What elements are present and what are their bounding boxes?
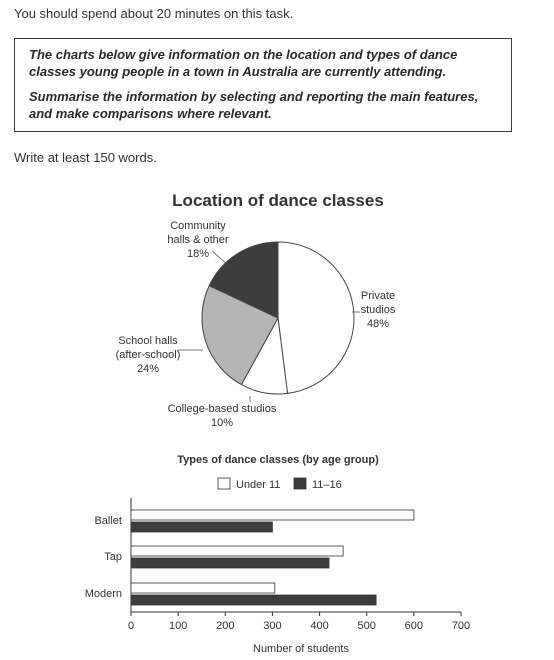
legend-label-11-16: 11–16 xyxy=(312,479,342,491)
x-tick-label-700: 700 xyxy=(451,620,471,632)
x-tick-label-300: 300 xyxy=(263,620,282,632)
bar-legend xyxy=(218,478,342,491)
pie-label-college-based-studios: College-based studios 10% xyxy=(167,403,277,429)
x-tick-label-200: 200 xyxy=(216,620,235,632)
pie-leader-community-halls xyxy=(212,251,228,265)
legend-swatch-under-11 xyxy=(218,478,230,489)
category-label-ballet: Ballet xyxy=(94,515,122,527)
bar-title: Types of dance classes (by age group) xyxy=(177,454,379,466)
pie-label-community-halls: Community halls & other 18% xyxy=(167,220,229,260)
pie-title: Location of dance classes xyxy=(172,191,384,210)
bar-ballet-11-16 xyxy=(131,522,272,532)
word-count-instruction: Write at least 150 words. xyxy=(14,150,157,165)
x-tick-label-0: 0 xyxy=(127,620,135,632)
bar-tap-under-11 xyxy=(131,546,343,556)
pie-label-private-studios: Private studios 48% xyxy=(360,290,396,330)
category-label-modern: Modern xyxy=(84,588,122,600)
x-tick-label-100: 100 xyxy=(168,620,188,632)
task-paragraph-2: Summarise the information by selecting and reporting the main features, and make comparisons where relevant. xyxy=(29,89,479,121)
legend-label-under-11: Under 11 xyxy=(236,479,281,491)
pie-chart xyxy=(116,220,396,429)
x-tick-label-600: 600 xyxy=(404,620,424,632)
x-tick-label-500: 500 xyxy=(357,620,376,632)
bar-modern-11-16 xyxy=(131,595,376,605)
legend-swatch-11-16 xyxy=(294,478,306,489)
bar-ballet-under-11 xyxy=(131,510,414,520)
pie-label-school-halls: School halls (after-school) 24% xyxy=(115,335,181,375)
bar-chart xyxy=(85,498,470,632)
category-label-tap: Tap xyxy=(104,551,122,563)
pie-slice-private-studios xyxy=(278,242,354,393)
bar-modern-under-11 xyxy=(131,583,275,593)
bar-tap-11-16 xyxy=(131,558,329,568)
x-tick-label-400: 400 xyxy=(310,620,329,632)
x-axis-label: Number of students xyxy=(253,643,349,655)
instruction-time: You should spend about 20 minutes on this task. xyxy=(14,6,294,21)
task-paragraph-1: The charts below give information on the location and types of dance classes young people in a town in Australia are currently attending. xyxy=(29,47,458,79)
